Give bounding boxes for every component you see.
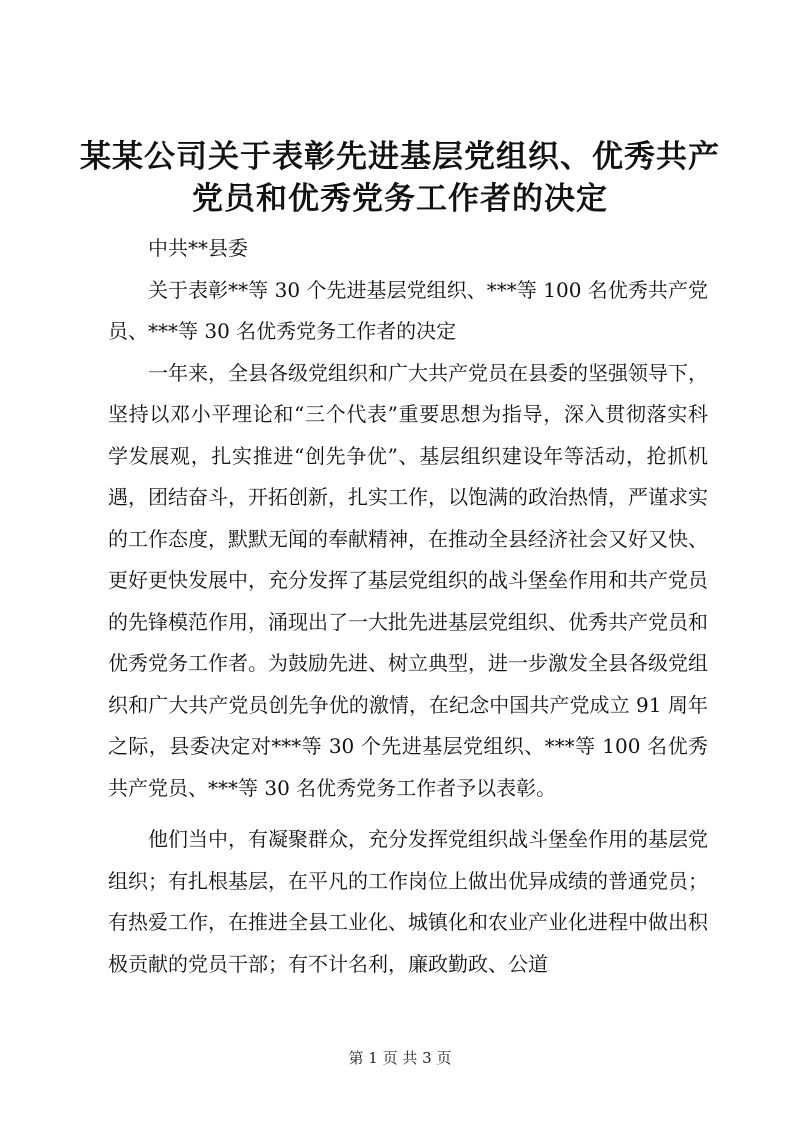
paragraph-issuer: 中共**县委: [148, 236, 248, 260]
document-title: [60, 136, 740, 220]
title-line-1: 某某公司关于表彰先进基层党组织、优秀共产: [80, 139, 720, 175]
document-body: [108, 228, 708, 985]
page-footer: 第 1 页 共 3 页: [348, 1049, 452, 1067]
paragraph-continuation: 他们当中，有凝聚群众，充分发挥党组织战斗堡垒作用的基层党组织；有扎根基层，在平凡的工作岗位上做出优异成绩的普通党员；有热爱工作，在推进全县工业化、城镇化和农业产业化进程中做出积极贡献的党员干部；有不计名利，廉政勤政、公道: [108, 827, 708, 976]
paragraph-subject: 关于表彰**等 30 个先进基层党组织、***等 100 名优秀共产党员、***等 30 名优秀党务工作者的决定: [108, 277, 708, 343]
title-line-2: 党员和优秀党务工作者的决定: [192, 181, 608, 217]
paragraph-main: 一年来，全县各级党组织和广大共产党员在县委的坚强领导下，坚持以邓小平理论和“三个代表”重要思想为指导，深入贯彻落实科学发展观，扎实推进“创先争优”、基层组织建设年等活动，抢抓机遇，团结奋斗，开拓创新，扎实工作，以饱满的政治热情，严谨求实的工作态度，默默无闻的奉献精神，在推动全县经济社会又好又快、更好更快发展中，充分发挥了基层党组织的战斗堡垒作用和共产党员的先锋模范作用，涌现出了一大批先进基层党组织、优秀共产党员和优秀党务工作者。为鼓励先进、树立典型，进一步激发全县各级党组织和广大共产党员创先争优的激情，在纪念中国共产党成立 91 周年之际，县委决定对***等 30 个先进基层党组织、***等 100 名优秀共产党员、***等 30 名优秀党务工作者予以表彰。: [108, 360, 708, 800]
